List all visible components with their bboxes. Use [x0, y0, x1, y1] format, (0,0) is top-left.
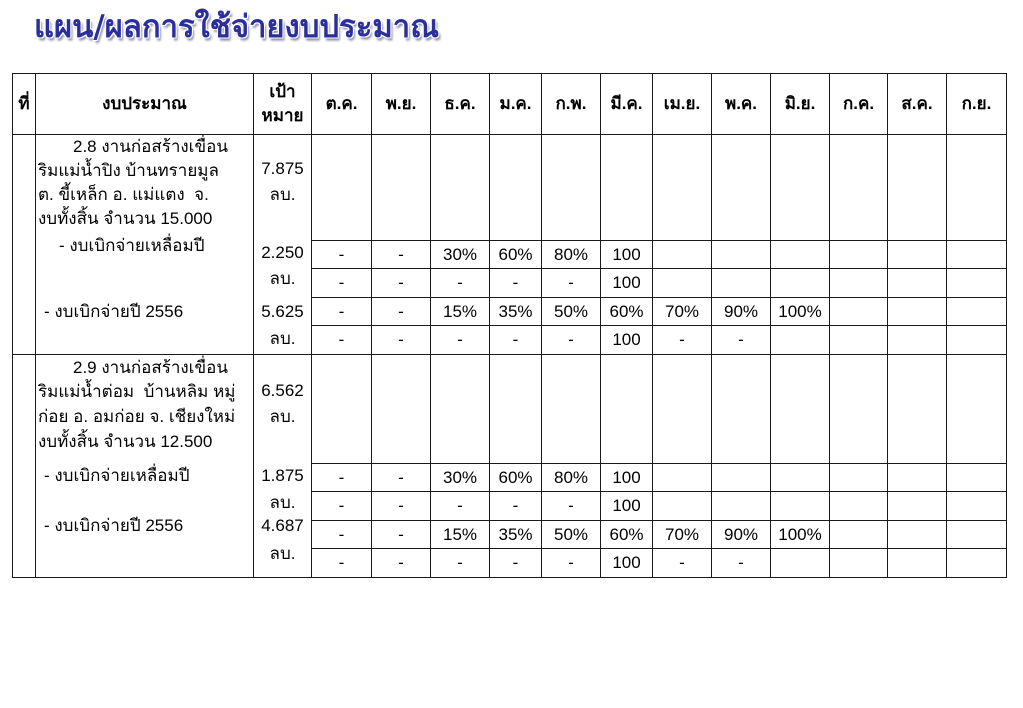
plan-cell: 35%	[490, 298, 542, 326]
plan-cell	[830, 298, 888, 326]
item-target-unit: ลบ.	[269, 493, 296, 512]
section-description-line: ก่อย อ. อมก่อย จ. เชียงใหม่	[38, 407, 236, 426]
section-no-cell	[13, 355, 36, 578]
empty-cell	[542, 135, 601, 241]
result-cell	[947, 326, 1007, 355]
plan-cell: 50%	[542, 298, 601, 326]
plan-cell: 100	[601, 464, 653, 492]
header-month: พ.ค.	[712, 74, 771, 135]
plan-cell: -	[372, 298, 431, 326]
result-cell: -	[431, 326, 490, 355]
header-month: ต.ค.	[312, 74, 372, 135]
item-target-unit: ลบ.	[269, 544, 296, 563]
plan-cell: -	[312, 241, 372, 269]
empty-cell	[372, 355, 431, 464]
section-target-cell	[254, 135, 312, 355]
result-cell: -	[542, 549, 601, 578]
empty-cell	[490, 135, 542, 241]
section-description-line: 2.8 งานก่อสร้างเขื่อน	[73, 137, 228, 156]
plan-cell	[888, 521, 947, 549]
result-cell: -	[490, 326, 542, 355]
plan-cell: 90%	[712, 521, 771, 549]
result-cell: -	[431, 549, 490, 578]
empty-cell	[771, 135, 830, 241]
result-cell	[947, 492, 1007, 521]
item-target-value: 2.250	[261, 243, 304, 262]
result-cell: -	[653, 326, 712, 355]
empty-cell	[947, 135, 1007, 241]
section-2-8	[13, 135, 1007, 355]
target-unit: ลบ.	[269, 185, 296, 204]
result-cell: 100	[601, 269, 653, 298]
page-title: แผน/ผลการใช้จ่ายงบประมาณ	[34, 9, 439, 45]
empty-cell	[653, 135, 712, 241]
section-target-cell	[254, 355, 312, 578]
result-cell: -	[312, 269, 372, 298]
empty-cell	[372, 135, 431, 241]
section-2-9	[13, 355, 1007, 578]
plan-cell	[947, 464, 1007, 492]
section-description-line: ริมแม่น้ำปิง บ้านทรายมูล	[38, 161, 219, 180]
result-cell: -	[542, 492, 601, 521]
plan-cell: -	[312, 464, 372, 492]
section-description-row	[13, 355, 1007, 464]
section-description-line: ริมแม่น้ำต่อม บ้านหลิม หมู่	[38, 382, 236, 401]
result-cell: 100	[601, 549, 653, 578]
empty-cell	[490, 355, 542, 464]
result-cell: -	[312, 549, 372, 578]
result-cell: -	[372, 326, 431, 355]
plan-cell: 100%	[771, 521, 830, 549]
section-description-line: ต. ขี้เหล็ก อ. แม่แตง จ.	[38, 185, 209, 204]
empty-cell	[712, 355, 771, 464]
plan-cell: -	[372, 241, 431, 269]
plan-cell	[771, 241, 830, 269]
result-cell	[830, 326, 888, 355]
section-no-cell	[13, 135, 36, 355]
plan-cell	[653, 241, 712, 269]
header-target-line1: เป้า	[269, 82, 296, 101]
section-description-line: งบทั้งสิ้น จำนวน 12.500	[38, 432, 213, 451]
result-cell: -	[712, 549, 771, 578]
header-month: พ.ย.	[372, 74, 431, 135]
result-cell	[888, 492, 947, 521]
empty-cell	[431, 135, 490, 241]
result-cell	[947, 549, 1007, 578]
plan-cell: 60%	[490, 241, 542, 269]
plan-cell: 90%	[712, 298, 771, 326]
header-month: ส.ค.	[888, 74, 947, 135]
result-cell: -	[542, 326, 601, 355]
result-cell	[712, 269, 771, 298]
item-label: - งบเบิกจ่ายปี 2556	[44, 302, 184, 321]
plan-cell: 15%	[431, 298, 490, 326]
item-target-value: 4.687	[261, 516, 304, 535]
section-budget-cell	[36, 135, 254, 355]
plan-cell	[771, 464, 830, 492]
result-cell	[771, 326, 830, 355]
item-target-value: 5.625	[261, 302, 304, 321]
plan-cell: 50%	[542, 521, 601, 549]
header-target-line2: หมาย	[261, 106, 304, 125]
plan-cell: 100	[601, 241, 653, 269]
plan-cell	[653, 464, 712, 492]
result-cell	[888, 326, 947, 355]
header-month: ม.ค.	[490, 74, 542, 135]
plan-cell	[947, 241, 1007, 269]
result-cell	[830, 269, 888, 298]
result-cell: -	[431, 492, 490, 521]
plan-cell	[888, 241, 947, 269]
plan-cell	[830, 521, 888, 549]
empty-cell	[888, 135, 947, 241]
section-description-row	[13, 135, 1007, 241]
empty-cell	[312, 355, 372, 464]
result-cell: -	[490, 549, 542, 578]
result-cell	[771, 549, 830, 578]
plan-cell: 30%	[431, 241, 490, 269]
header-month: ก.พ.	[542, 74, 601, 135]
empty-cell	[830, 135, 888, 241]
plan-cell: 30%	[431, 464, 490, 492]
plan-cell	[888, 464, 947, 492]
result-cell: -	[312, 326, 372, 355]
result-cell: 100	[601, 326, 653, 355]
result-cell	[888, 549, 947, 578]
header-budget: งบประมาณ	[36, 74, 254, 135]
result-cell: -	[431, 269, 490, 298]
empty-cell	[601, 355, 653, 464]
empty-cell	[888, 355, 947, 464]
header-month: มิ.ย.	[771, 74, 830, 135]
header-target	[254, 74, 312, 135]
plan-cell: -	[312, 298, 372, 326]
plan-cell: -	[372, 521, 431, 549]
budget-table	[12, 73, 1007, 578]
plan-cell: 70%	[653, 298, 712, 326]
plan-cell: 35%	[490, 521, 542, 549]
result-cell	[947, 269, 1007, 298]
header-month: ก.ย.	[947, 74, 1007, 135]
plan-cell	[830, 464, 888, 492]
result-cell: -	[372, 492, 431, 521]
target-value: 7.875	[261, 159, 304, 178]
empty-cell	[712, 135, 771, 241]
item-target-unit: ลบ.	[269, 269, 296, 288]
item-label: - งบเบิกจ่ายปี 2556	[44, 516, 184, 535]
item-target-value: 1.875	[261, 466, 304, 485]
plan-cell: 15%	[431, 521, 490, 549]
plan-cell: 60%	[601, 298, 653, 326]
result-cell: 100	[601, 492, 653, 521]
plan-cell	[947, 521, 1007, 549]
result-cell: -	[372, 269, 431, 298]
item-target-unit: ลบ.	[269, 329, 296, 348]
plan-cell	[830, 241, 888, 269]
plan-cell: 70%	[653, 521, 712, 549]
section-description-line: งบทั้งสิ้น จำนวน 15.000	[38, 209, 213, 228]
target-unit: ลบ.	[269, 407, 296, 426]
result-cell	[771, 269, 830, 298]
plan-cell	[712, 241, 771, 269]
section-description-line: 2.9 งานก่อสร้างเขื่อน	[73, 358, 228, 377]
result-cell	[771, 492, 830, 521]
result-cell: -	[490, 492, 542, 521]
empty-cell	[542, 355, 601, 464]
plan-cell: 60%	[490, 464, 542, 492]
plan-cell	[888, 298, 947, 326]
header-no: ที่	[13, 74, 36, 135]
header-month: ก.ค.	[830, 74, 888, 135]
result-cell	[888, 269, 947, 298]
empty-cell	[312, 135, 372, 241]
result-cell	[653, 269, 712, 298]
result-cell	[653, 492, 712, 521]
result-cell: -	[490, 269, 542, 298]
plan-cell: -	[312, 521, 372, 549]
empty-cell	[830, 355, 888, 464]
header-month: มี.ค.	[601, 74, 653, 135]
result-cell	[830, 492, 888, 521]
result-cell	[830, 549, 888, 578]
result-cell: -	[372, 549, 431, 578]
plan-cell: 100%	[771, 298, 830, 326]
target-value: 6.562	[261, 381, 304, 400]
plan-cell: 80%	[542, 464, 601, 492]
header-month: ธ.ค.	[431, 74, 490, 135]
result-cell: -	[312, 492, 372, 521]
result-cell: -	[653, 549, 712, 578]
empty-cell	[431, 355, 490, 464]
empty-cell	[601, 135, 653, 241]
plan-cell: 60%	[601, 521, 653, 549]
empty-cell	[947, 355, 1007, 464]
section-budget-cell	[36, 355, 254, 578]
header-row	[13, 74, 1007, 135]
plan-cell: 80%	[542, 241, 601, 269]
header-month: เม.ย.	[653, 74, 712, 135]
item-label: - งบเบิกจ่ายเหลื่อมปี	[59, 236, 205, 255]
result-cell: -	[712, 326, 771, 355]
plan-cell: -	[372, 464, 431, 492]
plan-cell	[712, 464, 771, 492]
plan-cell	[947, 298, 1007, 326]
empty-cell	[653, 355, 712, 464]
item-label: - งบเบิกจ่ายเหลื่อมปี	[44, 466, 190, 485]
empty-cell	[771, 355, 830, 464]
result-cell: -	[542, 269, 601, 298]
result-cell	[712, 492, 771, 521]
